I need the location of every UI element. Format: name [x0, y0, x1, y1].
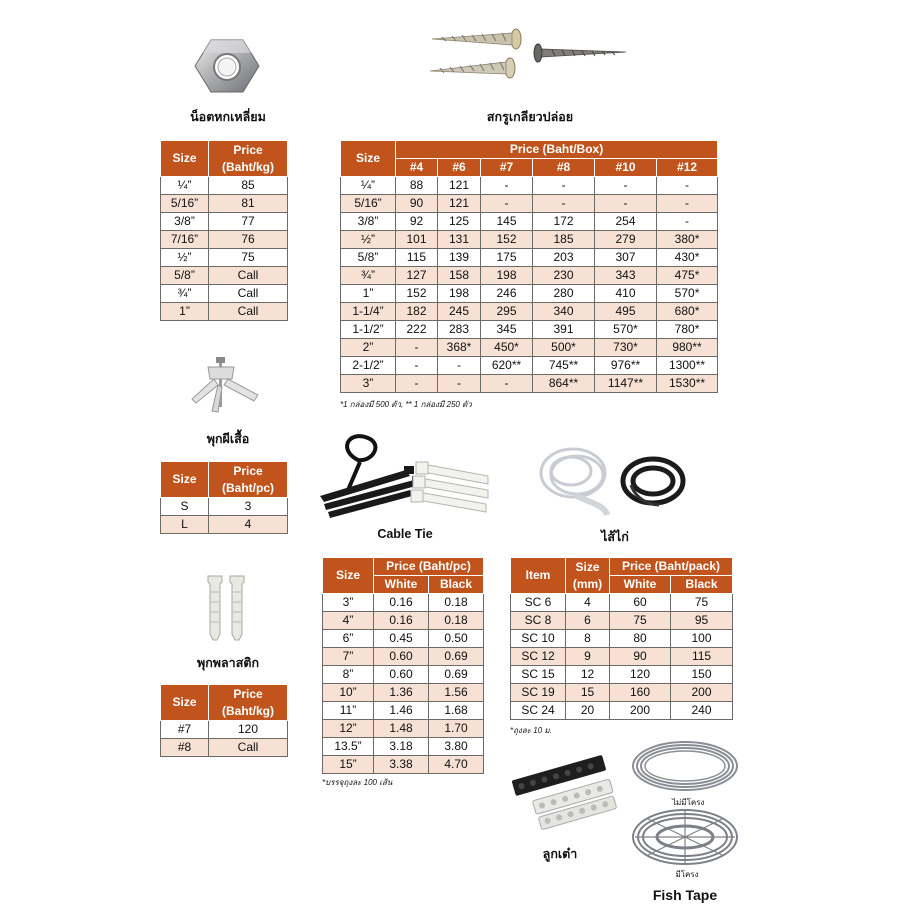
cable-tie-table-cell: 0.69	[429, 666, 484, 684]
screw-table-cell: 1-1/4”	[341, 303, 396, 321]
screw-table-cell: 380*	[657, 231, 718, 249]
spiral-wrap-table-cell: 4	[566, 594, 610, 612]
screw-table-cell: 152	[396, 285, 438, 303]
fish-tape-title: Fish Tape	[652, 887, 718, 903]
screw-table-cell: 3/8”	[341, 213, 396, 231]
butterfly-anchor-image	[188, 355, 263, 415]
nut-table-cell: 1”	[161, 303, 209, 321]
nut-size-header: Size	[161, 141, 209, 177]
spiral-wrap-column-header: White	[610, 576, 671, 594]
screw-table-cell: 410	[595, 285, 657, 303]
cable-tie-table-cell: 11”	[323, 702, 374, 720]
screw-table-cell: 295	[481, 303, 533, 321]
screw-table-cell: 745**	[533, 357, 595, 375]
plastic-plug-table-cell: Call	[209, 739, 288, 757]
spiral-wrap-table-cell: SC 6	[511, 594, 566, 612]
screw-size-header: Size	[341, 141, 396, 177]
terminal-block-title: ลูกเต๋า	[542, 847, 578, 861]
cable-tie-table-row	[323, 738, 484, 756]
cable-tie-table-cell: 1.70	[429, 720, 484, 738]
screw-table-cell: 90	[396, 195, 438, 213]
screw-note: *1 กล่องมี 500 ตัว, ** 1 กล่องมี 250 ตัว	[340, 400, 472, 409]
screw-table-cell: 1”	[341, 285, 396, 303]
spiral-wrap-table-cell: 115	[671, 648, 733, 666]
cable-tie-column-header: Black	[429, 576, 484, 594]
screw-table-cell: 245	[438, 303, 481, 321]
screw-table-cell: 125	[438, 213, 481, 231]
screw-table-cell: 139	[438, 249, 481, 267]
nut-table-cell: 3/8”	[161, 213, 209, 231]
plastic-plug-size-header: Size	[161, 685, 209, 721]
terminal-block-image	[510, 752, 622, 832]
nut-table-row	[161, 195, 288, 213]
screw-table-cell: 780*	[657, 321, 718, 339]
screw-table-cell: 343	[595, 267, 657, 285]
screw-column-header: #4	[396, 159, 438, 177]
screw-table-cell: 145	[481, 213, 533, 231]
screw-table-row	[341, 303, 718, 321]
spiral-wrap-image	[535, 435, 695, 520]
cable-tie-table-cell: 0.18	[429, 594, 484, 612]
screw-column-header: #12	[657, 159, 718, 177]
nut-price-table	[160, 140, 288, 321]
nut-table-cell: 75	[209, 249, 288, 267]
nut-table-cell: 77	[209, 213, 288, 231]
screw-table-row	[341, 357, 718, 375]
screw-table-cell: -	[533, 177, 595, 195]
screw-table-cell: 152	[481, 231, 533, 249]
cable-tie-table-cell: 0.60	[374, 648, 429, 666]
screw-table-cell: 198	[438, 285, 481, 303]
nut-table-cell: ¼”	[161, 177, 209, 195]
cable-tie-table-cell: 4.70	[429, 756, 484, 774]
spiral-wrap-table-cell: 200	[671, 684, 733, 702]
screw-table-row	[341, 177, 718, 195]
cable-tie-table-cell: 1.68	[429, 702, 484, 720]
spiral-wrap-table-cell: 150	[671, 666, 733, 684]
cable-tie-image	[318, 430, 493, 525]
fish-tape-frame-label: มีโครง	[675, 870, 699, 879]
screw-table-cell: 2-1/2”	[341, 357, 396, 375]
butterfly-plug-table-cell: 3	[209, 498, 288, 516]
cable-tie-table-row	[323, 720, 484, 738]
screw-table-row	[341, 231, 718, 249]
screw-table-cell: -	[657, 177, 718, 195]
nut-table-row	[161, 249, 288, 267]
screw-table-row	[341, 339, 718, 357]
tapping-screw-image	[430, 25, 630, 85]
spiral-wrap-column-header: Black	[671, 576, 733, 594]
fish-tape-no-frame-label: ไม่มีโครง	[672, 798, 705, 807]
screw-table-cell: -	[396, 357, 438, 375]
screw-table-cell: -	[438, 375, 481, 393]
spiral-wrap-table-cell: 200	[610, 702, 671, 720]
cable-tie-table-cell: 3.80	[429, 738, 484, 756]
screw-table-cell: -	[481, 195, 533, 213]
butterfly-plug-table-cell: S	[161, 498, 209, 516]
cable-tie-table-cell: 3.18	[374, 738, 429, 756]
screw-table-row	[341, 285, 718, 303]
screw-table-row	[341, 213, 718, 231]
spiral-wrap-table-cell: 160	[610, 684, 671, 702]
cable-tie-table-row	[323, 756, 484, 774]
spiral-wrap-table-cell: SC 24	[511, 702, 566, 720]
plastic-plug-price-table	[160, 684, 288, 757]
nut-table-cell: ½”	[161, 249, 209, 267]
screw-table-cell: 182	[396, 303, 438, 321]
plastic-plug-table-cell: 120	[209, 721, 288, 739]
butterfly-plug-title: พุกผีเสื้อ	[206, 432, 250, 446]
cable-tie-price-table	[322, 557, 484, 774]
screw-table-cell: 570*	[595, 321, 657, 339]
screw-table-cell: 1-1/2”	[341, 321, 396, 339]
butterfly-plug-table-row	[161, 516, 288, 534]
screw-table-cell: -	[657, 213, 718, 231]
screw-price-group-header: Price (Baht/Box)	[396, 141, 718, 159]
spiral-wrap-table-cell: 80	[610, 630, 671, 648]
plastic-plug-table-row	[161, 739, 288, 757]
spiral-wrap-size-header: Size (mm)	[566, 558, 610, 594]
screw-table-cell: 976**	[595, 357, 657, 375]
cable-tie-table-cell: 0.16	[374, 612, 429, 630]
cable-tie-table-cell: 8”	[323, 666, 374, 684]
screw-table-cell: -	[595, 177, 657, 195]
screw-table-cell: -	[657, 195, 718, 213]
nut-table-cell: 76	[209, 231, 288, 249]
screw-table-cell: -	[481, 177, 533, 195]
screw-table-cell: 495	[595, 303, 657, 321]
screw-table-cell: 283	[438, 321, 481, 339]
screw-table-cell: ¼”	[341, 177, 396, 195]
nut-table-cell: ¾”	[161, 285, 209, 303]
screw-table-cell: 1147**	[595, 375, 657, 393]
cable-tie-table-cell: 0.45	[374, 630, 429, 648]
screw-table-cell: 222	[396, 321, 438, 339]
screw-table-cell: 345	[481, 321, 533, 339]
butterfly-plug-table-cell: 4	[209, 516, 288, 534]
cable-tie-table-cell: 1.36	[374, 684, 429, 702]
screw-table-cell: 368*	[438, 339, 481, 357]
cable-tie-table-row	[323, 666, 484, 684]
screw-table-row	[341, 195, 718, 213]
spiral-wrap-table-cell: SC 8	[511, 612, 566, 630]
spiral-wrap-title: ไส้ไก่	[601, 530, 629, 544]
nut-table-cell: Call	[209, 285, 288, 303]
spiral-wrap-table-cell: 6	[566, 612, 610, 630]
screw-column-header: #8	[533, 159, 595, 177]
plastic-plug-price-header: Price (Baht/kg)	[209, 685, 288, 721]
spiral-wrap-table-cell: 240	[671, 702, 733, 720]
cable-tie-table-cell: 0.60	[374, 666, 429, 684]
nut-title: น็อตหกเหลี่ยม	[190, 110, 266, 124]
spiral-wrap-item-header: Item	[511, 558, 566, 594]
screw-table-cell: -	[396, 339, 438, 357]
cable-tie-table-cell: 3”	[323, 594, 374, 612]
screw-title: สกรูเกลียวปล่อย	[486, 110, 574, 124]
cable-tie-note: *บรรจุถุงละ 100 เส้น	[322, 778, 393, 787]
plastic-plug-title: พุกพลาสติก	[196, 656, 260, 670]
cable-tie-table-cell: 0.16	[374, 594, 429, 612]
cable-tie-table-cell: 4”	[323, 612, 374, 630]
screw-table-cell: 340	[533, 303, 595, 321]
cable-tie-table-row	[323, 648, 484, 666]
screw-table-cell: 121	[438, 195, 481, 213]
nut-table-row	[161, 231, 288, 249]
spiral-wrap-note: *ถุงละ 10 ม.	[510, 726, 552, 735]
screw-table-cell: 391	[533, 321, 595, 339]
spiral-wrap-table-cell: 60	[610, 594, 671, 612]
screw-table-cell: 307	[595, 249, 657, 267]
cable-tie-table-cell: 7”	[323, 648, 374, 666]
cable-tie-table-row	[323, 630, 484, 648]
nut-table-cell: 85	[209, 177, 288, 195]
cable-tie-table-cell: 1.46	[374, 702, 429, 720]
cable-tie-table-cell: 0.50	[429, 630, 484, 648]
spiral-wrap-table-cell: SC 19	[511, 684, 566, 702]
spiral-wrap-table-cell: 120	[610, 666, 671, 684]
screw-table-cell: 570*	[657, 285, 718, 303]
screw-table-cell: 121	[438, 177, 481, 195]
nut-table-cell: 5/8”	[161, 267, 209, 285]
plastic-plug-table-row	[161, 721, 288, 739]
screw-table-cell: ¾”	[341, 267, 396, 285]
butterfly-plug-table-cell: L	[161, 516, 209, 534]
hex-nut-image	[193, 36, 261, 96]
cable-tie-table-row	[323, 684, 484, 702]
cable-tie-title: Cable Tie	[377, 527, 433, 541]
spiral-wrap-table-cell: 75	[610, 612, 671, 630]
cable-tie-table-cell: 1.48	[374, 720, 429, 738]
screw-table-cell: 450*	[481, 339, 533, 357]
screw-table-cell: 88	[396, 177, 438, 195]
spiral-wrap-table-row	[511, 666, 733, 684]
cable-tie-table-row	[323, 702, 484, 720]
spiral-wrap-table-row	[511, 594, 733, 612]
screw-table-row	[341, 267, 718, 285]
nut-table-cell: Call	[209, 303, 288, 321]
screw-table-cell: 5/8”	[341, 249, 396, 267]
cable-tie-table-cell: 13.5”	[323, 738, 374, 756]
butterfly-plug-price-table	[160, 461, 288, 534]
plastic-plug-table-cell: #7	[161, 721, 209, 739]
spiral-wrap-table-row	[511, 648, 733, 666]
spiral-wrap-table-cell: SC 12	[511, 648, 566, 666]
screw-table-cell: 158	[438, 267, 481, 285]
butterfly-plug-table-row	[161, 498, 288, 516]
screw-table-cell: -	[533, 195, 595, 213]
screw-table-cell: 246	[481, 285, 533, 303]
spiral-wrap-table-row	[511, 702, 733, 720]
spiral-wrap-table-row	[511, 684, 733, 702]
screw-table-cell: 1300**	[657, 357, 718, 375]
nut-table-cell: 7/16”	[161, 231, 209, 249]
nut-table-cell: 5/16”	[161, 195, 209, 213]
screw-table-cell: 279	[595, 231, 657, 249]
screw-table-cell: 127	[396, 267, 438, 285]
spiral-wrap-table-cell: 75	[671, 594, 733, 612]
fish-tape-frame-image	[630, 805, 740, 870]
spiral-wrap-table-row	[511, 612, 733, 630]
screw-table-cell: 280	[533, 285, 595, 303]
screw-table-row	[341, 321, 718, 339]
screw-column-header: #6	[438, 159, 481, 177]
cable-tie-table-cell: 6”	[323, 630, 374, 648]
screw-table-cell: 1530**	[657, 375, 718, 393]
spiral-wrap-table-cell: SC 10	[511, 630, 566, 648]
nut-table-row	[161, 285, 288, 303]
screw-table-cell: 101	[396, 231, 438, 249]
cable-tie-table-cell: 0.18	[429, 612, 484, 630]
screw-table-cell: 730*	[595, 339, 657, 357]
fish-tape-no-frame-image	[630, 738, 740, 800]
screw-table-cell: 980**	[657, 339, 718, 357]
screw-table-cell: ½”	[341, 231, 396, 249]
screw-table-cell: -	[595, 195, 657, 213]
cable-tie-table-row	[323, 594, 484, 612]
cable-tie-table-cell: 3.38	[374, 756, 429, 774]
spiral-wrap-table-row	[511, 630, 733, 648]
screw-table-cell: 254	[595, 213, 657, 231]
spiral-wrap-table-cell: 100	[671, 630, 733, 648]
screw-table-cell: 131	[438, 231, 481, 249]
cable-tie-table-row	[323, 612, 484, 630]
cable-tie-table-cell: 12”	[323, 720, 374, 738]
cable-tie-table-cell: 0.69	[429, 648, 484, 666]
screw-table-cell: 500*	[533, 339, 595, 357]
screw-table-cell: 198	[481, 267, 533, 285]
screw-column-header: #10	[595, 159, 657, 177]
screw-table-cell: 115	[396, 249, 438, 267]
screw-table-cell: 185	[533, 231, 595, 249]
spiral-wrap-table-cell: 90	[610, 648, 671, 666]
spiral-wrap-price-table	[510, 557, 733, 720]
spiral-wrap-table-cell: 12	[566, 666, 610, 684]
screw-table-cell: 475*	[657, 267, 718, 285]
screw-table-row	[341, 249, 718, 267]
spiral-wrap-table-cell: SC 15	[511, 666, 566, 684]
cable-tie-column-header: White	[374, 576, 429, 594]
nut-table-cell: Call	[209, 267, 288, 285]
screw-table-cell: 230	[533, 267, 595, 285]
screw-table-cell: -	[481, 375, 533, 393]
screw-table-cell: 680*	[657, 303, 718, 321]
screw-table-cell: -	[438, 357, 481, 375]
cable-tie-price-group-header: Price (Baht/pc)	[374, 558, 484, 576]
screw-table-cell: 3”	[341, 375, 396, 393]
screw-table-cell: 5/16”	[341, 195, 396, 213]
screw-table-cell: 203	[533, 249, 595, 267]
nut-price-header: Price (Baht/kg)	[209, 141, 288, 177]
cable-tie-table-cell: 1.56	[429, 684, 484, 702]
cable-tie-size-header: Size	[323, 558, 374, 594]
butterfly-plug-price-header: Price (Baht/pc)	[209, 462, 288, 498]
screw-table-cell: 2”	[341, 339, 396, 357]
nut-table-cell: 81	[209, 195, 288, 213]
screw-price-table	[340, 140, 718, 393]
spiral-wrap-table-cell: 9	[566, 648, 610, 666]
spiral-wrap-table-cell: 20	[566, 702, 610, 720]
screw-table-cell: 175	[481, 249, 533, 267]
plastic-plug-table-cell: #8	[161, 739, 209, 757]
butterfly-plug-size-header: Size	[161, 462, 209, 498]
screw-table-cell: -	[396, 375, 438, 393]
spiral-wrap-table-cell: 15	[566, 684, 610, 702]
spiral-wrap-price-group-header: Price (Baht/pack)	[610, 558, 733, 576]
screw-table-row	[341, 375, 718, 393]
screw-column-header: #7	[481, 159, 533, 177]
screw-table-cell: 92	[396, 213, 438, 231]
screw-table-cell: 620**	[481, 357, 533, 375]
screw-table-cell: 430*	[657, 249, 718, 267]
screw-table-cell: 864**	[533, 375, 595, 393]
nut-table-row	[161, 267, 288, 285]
cable-tie-table-cell: 15”	[323, 756, 374, 774]
nut-table-row	[161, 177, 288, 195]
nut-table-row	[161, 213, 288, 231]
spiral-wrap-table-cell: 8	[566, 630, 610, 648]
screw-table-cell: 172	[533, 213, 595, 231]
nut-table-row	[161, 303, 288, 321]
spiral-wrap-table-cell: 95	[671, 612, 733, 630]
cable-tie-table-cell: 10”	[323, 684, 374, 702]
plastic-anchor-image	[203, 572, 253, 642]
